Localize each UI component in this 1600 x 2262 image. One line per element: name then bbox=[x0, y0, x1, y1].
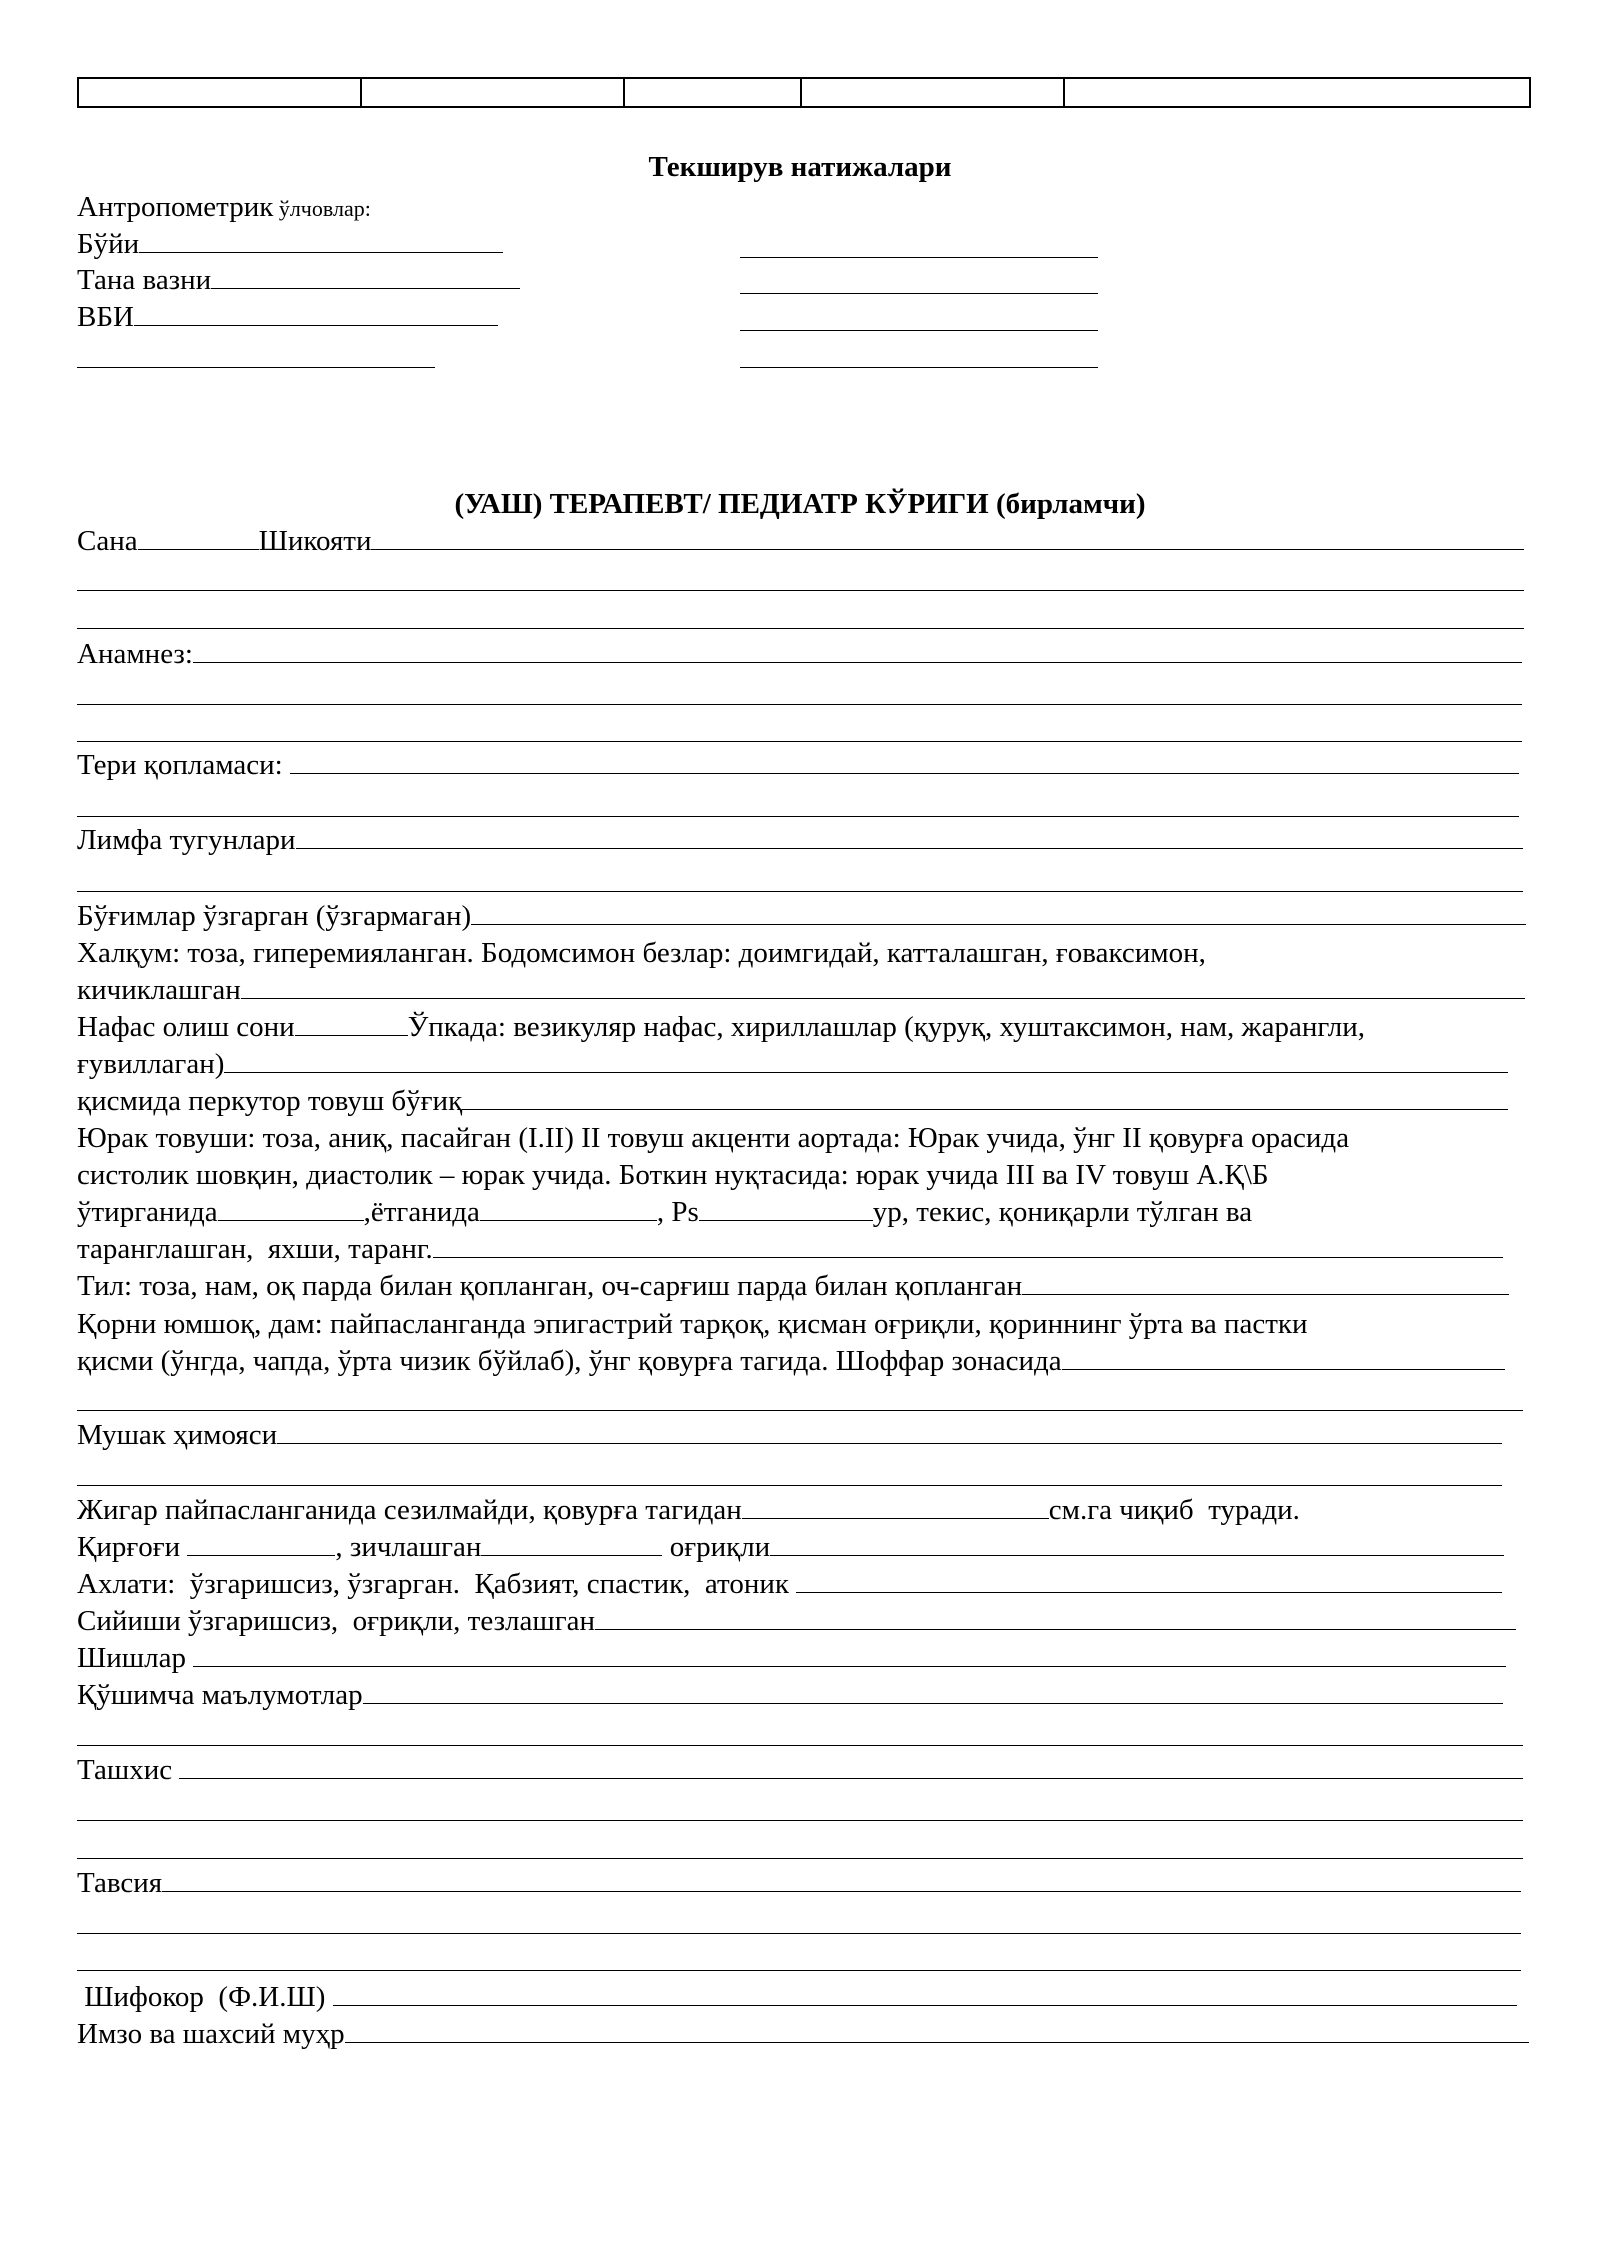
doctor-field[interactable] bbox=[77, 1979, 1517, 2015]
skin-field[interactable] bbox=[77, 747, 1519, 783]
lymph-field[interactable] bbox=[77, 822, 1523, 858]
painful-blank[interactable] bbox=[770, 1555, 1504, 1556]
recommendation-blank-line[interactable] bbox=[77, 1970, 1521, 1971]
shoffar-blank[interactable] bbox=[1062, 1369, 1505, 1370]
height-field[interactable] bbox=[77, 226, 503, 262]
dense-label: , зичлашган bbox=[335, 1531, 482, 1563]
weight-field[interactable] bbox=[77, 262, 520, 298]
heart-line-2: систолик шовқин, диастолик – юрак учида. Боткин нуқтасида: юрак учида III ва IV товуш А.Қ\Б bbox=[77, 1159, 1269, 1191]
height-blank[interactable] bbox=[139, 252, 503, 253]
anamnesis-blank[interactable] bbox=[193, 662, 1522, 663]
tongue-blank[interactable] bbox=[1022, 1294, 1509, 1295]
diagnosis-field[interactable] bbox=[77, 1752, 1523, 1788]
height-label: Бўйи bbox=[77, 228, 140, 260]
signature-label: Имзо ва шахсий муҳр bbox=[77, 2018, 345, 2050]
exam-title: (УАШ) ТЕРАПЕВТ/ ПЕДИАТР КЎРИГИ (бирламчи) bbox=[454, 488, 1146, 520]
skin-blank-line[interactable] bbox=[77, 816, 1519, 817]
spleen-blank[interactable] bbox=[187, 1555, 335, 1556]
liver-label: Жигар пайпасланганида сезилмайди, қовурға тагидан bbox=[77, 1494, 742, 1526]
standing-label: ,ётганида bbox=[363, 1196, 480, 1228]
abdomen-field[interactable] bbox=[77, 1343, 1505, 1379]
heart-line-1: Юрак товуши: тоза, аниқ, пасайган (I.II) II товуш акценти аортада: Юрак учида, ўнг II қовурға орасида bbox=[77, 1122, 1350, 1154]
results-title: Текширув натижалари bbox=[648, 151, 952, 183]
additional-label: Қўшимча маълумотлар bbox=[77, 1679, 363, 1711]
liver-suffix: см.га чиқиб туради. bbox=[1048, 1494, 1300, 1526]
anamnesis-label: Анамнез: bbox=[77, 638, 193, 670]
resp-blank[interactable] bbox=[295, 1035, 408, 1036]
stool-label: Ахлати: ўзгаришсиз, ўзгарган. Қабзият, спастик, атоник bbox=[77, 1568, 797, 1600]
recommendation-blank-line[interactable] bbox=[77, 1933, 1521, 1934]
recommendation-blank[interactable] bbox=[162, 1891, 1521, 1892]
skin-label: Тери қопламаси: bbox=[77, 749, 290, 781]
recommendation-field[interactable] bbox=[77, 1865, 1521, 1901]
joints-label: Бўғимлар ўзгарган (ўзгармаган) bbox=[77, 900, 472, 932]
resp-lungs-field[interactable] bbox=[77, 1009, 1365, 1045]
signature-blank[interactable] bbox=[345, 2042, 1529, 2043]
dense-blank[interactable] bbox=[481, 1555, 662, 1556]
stool-field[interactable] bbox=[77, 1566, 1502, 1602]
extra-blank[interactable] bbox=[740, 330, 1098, 331]
tense-field[interactable] bbox=[77, 1231, 1503, 1267]
standing-blank[interactable] bbox=[480, 1220, 657, 1221]
abdomen-line-2: қисми (ўнгда, чапда, ўрта чизик бўйлаб), ўнг қовурға тагида. Шоффар зонасида bbox=[77, 1345, 1062, 1377]
tense-label: таранглашган, яхши, таранг. bbox=[77, 1233, 433, 1265]
date-complaints-field[interactable] bbox=[77, 523, 1524, 559]
anthro-label bbox=[77, 189, 371, 227]
table-cell[interactable] bbox=[1065, 79, 1529, 106]
stool-blank[interactable] bbox=[796, 1592, 1502, 1593]
percussion-label: қисмида перкутор товуш бўғиқ bbox=[77, 1085, 463, 1117]
tongue-label: Тил: тоза, нам, оқ парда билан қопланган, оч-сарғиш парда билан қопланган bbox=[77, 1270, 1023, 1302]
extra-blank[interactable] bbox=[740, 257, 1098, 258]
urine-label: Сийиши ўзгаришсиз, оғриқли, тезлашган bbox=[77, 1605, 595, 1637]
liver-blank[interactable] bbox=[742, 1518, 1049, 1519]
additional-blank-line[interactable] bbox=[77, 1745, 1523, 1746]
doctor-blank[interactable] bbox=[333, 2005, 1517, 2006]
table-cell[interactable] bbox=[362, 79, 625, 106]
additional-blank[interactable] bbox=[363, 1703, 1503, 1704]
lymph-label: Лимфа тугунлари bbox=[77, 824, 296, 856]
diagnosis-blank[interactable] bbox=[179, 1778, 1523, 1779]
joints-field[interactable] bbox=[77, 898, 1526, 934]
bmi-blank[interactable] bbox=[134, 325, 498, 326]
pharynx-text: Халқум: тоза, гиперемияланган. Бодомсимон безлар: доимгидай, катталашган, ғоваксимон, bbox=[77, 937, 1206, 969]
complaints-blank-line[interactable] bbox=[77, 590, 1524, 591]
edema-label: Шишлар bbox=[77, 1642, 194, 1674]
spleen-label: Қирғоғи bbox=[77, 1531, 188, 1563]
recommendation-label: Тавсия bbox=[77, 1867, 163, 1899]
lying-label: ўтирганида bbox=[77, 1196, 218, 1228]
diagnosis-blank-line[interactable] bbox=[77, 1820, 1523, 1821]
wet-blank[interactable] bbox=[224, 1072, 1508, 1073]
extra-blank[interactable] bbox=[740, 367, 1098, 368]
reduced-blank[interactable] bbox=[241, 998, 1525, 999]
wet-label: ғувиллаган) bbox=[77, 1048, 225, 1080]
ps-label: , Ps bbox=[656, 1196, 699, 1228]
reduced-label: кичиклашган bbox=[77, 974, 241, 1006]
diagnosis-blank-line[interactable] bbox=[77, 1858, 1523, 1859]
abdomen-line-1: Қорни юмшоқ, дам: пайпасланганда эпигастрий тарқоқ, қисман оғриқли, қориннинг ўрта ва пастки bbox=[77, 1308, 1308, 1340]
bmi-field[interactable] bbox=[77, 299, 498, 335]
wet-field[interactable] bbox=[77, 1046, 1508, 1082]
complaints-blank[interactable] bbox=[371, 549, 1524, 550]
tongue-field[interactable] bbox=[77, 1268, 1509, 1304]
additional-field[interactable] bbox=[77, 1677, 1503, 1713]
edema-field[interactable] bbox=[77, 1640, 1506, 1676]
weight-blank[interactable] bbox=[211, 288, 520, 289]
date-blank[interactable] bbox=[138, 549, 259, 550]
weight-label: Тана вазни bbox=[77, 264, 212, 296]
anthro-label-small: ўлчовлар: bbox=[273, 196, 371, 221]
table-cell[interactable] bbox=[79, 79, 362, 106]
reduced-field[interactable] bbox=[77, 972, 1525, 1008]
lymph-blank-line[interactable] bbox=[77, 891, 1523, 892]
lying-blank[interactable] bbox=[218, 1220, 364, 1221]
muscle-field[interactable] bbox=[77, 1417, 1502, 1453]
liver-field[interactable] bbox=[77, 1492, 1300, 1528]
signature-field[interactable] bbox=[77, 2016, 1529, 2052]
bmi-label: ВБИ bbox=[77, 301, 134, 333]
urine-field[interactable] bbox=[77, 1603, 1516, 1639]
resp-label: Нафас олиш сони bbox=[77, 1011, 295, 1043]
lymph-blank[interactable] bbox=[296, 848, 1523, 849]
bp-pulse-field[interactable] bbox=[77, 1194, 1252, 1230]
urine-blank[interactable] bbox=[595, 1629, 1516, 1630]
edema-blank[interactable] bbox=[193, 1666, 1506, 1667]
muscle-blank-line[interactable] bbox=[77, 1485, 1502, 1486]
tense-blank[interactable] bbox=[433, 1257, 1503, 1258]
muscle-label: Мушак ҳимояси bbox=[77, 1419, 278, 1451]
joints-blank[interactable] bbox=[471, 924, 1526, 925]
anamnesis-blank-line[interactable] bbox=[77, 704, 1522, 705]
spleen-field[interactable] bbox=[77, 1529, 1504, 1565]
muscle-blank[interactable] bbox=[277, 1443, 1502, 1444]
skin-blank[interactable] bbox=[290, 773, 1519, 774]
header-table bbox=[77, 77, 1531, 108]
painful-label: оғриқли bbox=[662, 1531, 771, 1563]
ps-blank[interactable] bbox=[699, 1220, 873, 1221]
anamnesis-blank-line[interactable] bbox=[77, 741, 1522, 742]
diagnosis-label: Ташхис bbox=[77, 1754, 180, 1786]
percussion-blank[interactable] bbox=[462, 1109, 1508, 1110]
lungs-text: Ўпкада: везикуляр нафас, хириллашлар (қуруқ, хуштаксимон, нам, жарангли, bbox=[407, 1011, 1366, 1043]
table-cell[interactable] bbox=[802, 79, 1065, 106]
abdomen-blank-line[interactable] bbox=[77, 1410, 1523, 1411]
table-cell[interactable] bbox=[625, 79, 802, 106]
extra-blank[interactable] bbox=[77, 367, 435, 368]
anamnesis-field[interactable] bbox=[77, 636, 1522, 672]
complaints-blank-line[interactable] bbox=[77, 628, 1524, 629]
pulse-text: ур, текис, қониқарли тўлган ва bbox=[872, 1196, 1253, 1228]
doctor-label: Шифокор (Ф.И.Ш) bbox=[77, 1981, 333, 2013]
extra-blank[interactable] bbox=[740, 293, 1098, 294]
anthro-label-main: Антропометрик bbox=[77, 191, 274, 223]
percussion-field[interactable] bbox=[77, 1083, 1508, 1119]
date-label: Сана bbox=[77, 525, 138, 557]
complaints-label: Шикояти bbox=[258, 525, 372, 557]
